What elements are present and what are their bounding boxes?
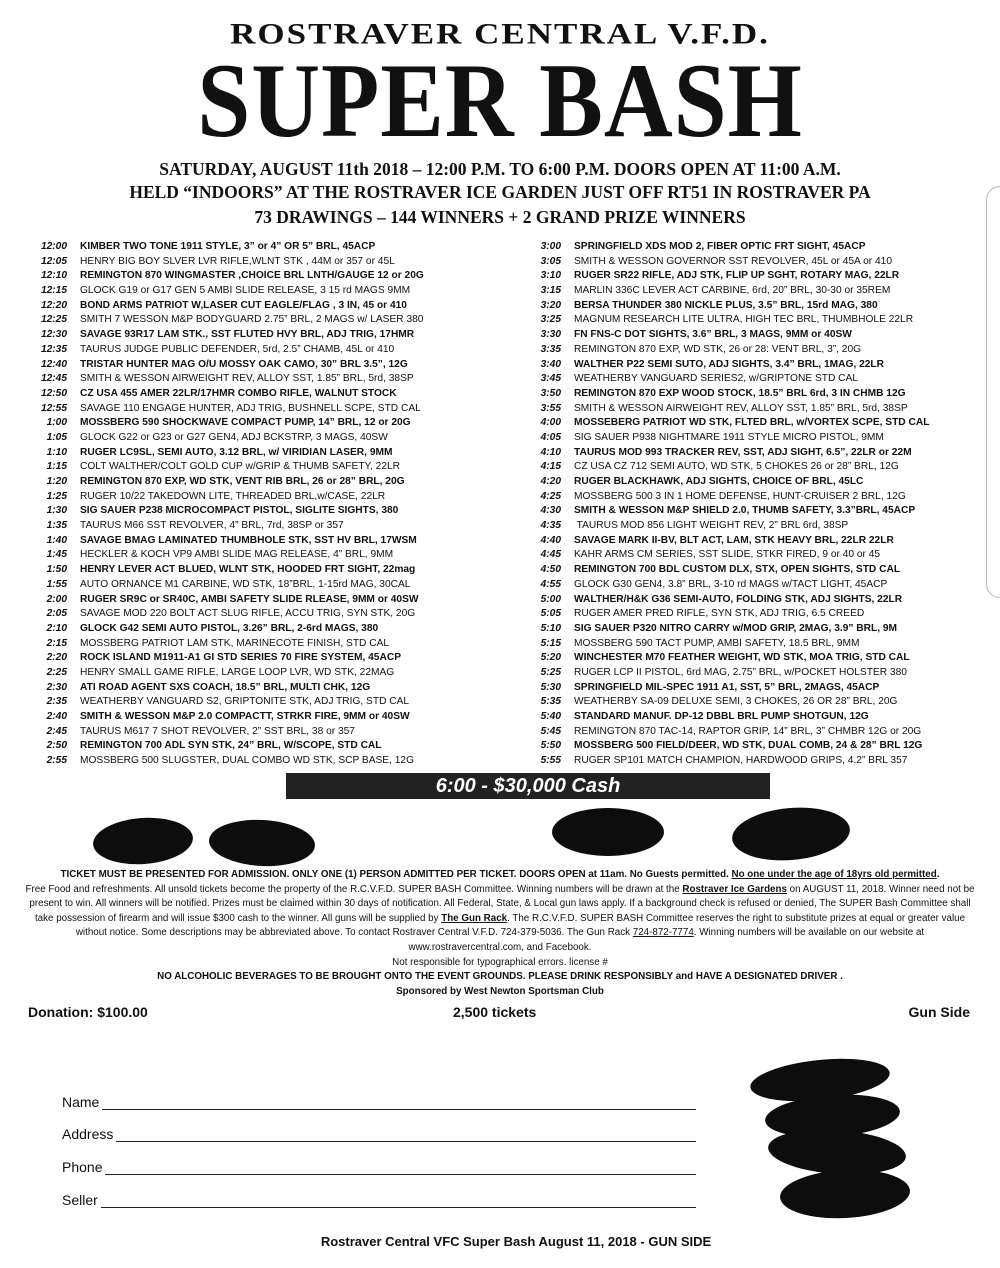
drawing-prize: GLOCK G30 GEN4, 3.8” BRL, 3-10 rd MAGS w/TACT LIGHT, 45ACP bbox=[574, 578, 888, 590]
drawing-time: 1:05 bbox=[46, 431, 67, 443]
drawing-row bbox=[30, 519, 500, 534]
drawing-row bbox=[30, 343, 500, 358]
drawing-prize: CZ USA CZ 712 SEMI AUTO, WD STK, 5 CHOKES 26 or 28” BRL, 12G bbox=[574, 461, 899, 473]
address-field[interactable] bbox=[62, 1126, 696, 1142]
drawing-time: 12:00 bbox=[40, 241, 67, 252]
drawing-time: 12:55 bbox=[40, 402, 67, 414]
drawing-prize: REMINGTON 870 WINGMASTER ,CHOICE BRL LNTH/GAUGE 12 or 20G bbox=[80, 270, 424, 282]
drawing-prize: HENRY BIG BOY SLVER LVR RIFLE,WLNT STK , 44M or 357 or 45L bbox=[80, 255, 395, 267]
drawing-time: 5:10 bbox=[540, 622, 561, 634]
drawing-row bbox=[524, 666, 994, 681]
drawing-row bbox=[30, 651, 500, 666]
drawing-row bbox=[524, 563, 994, 578]
drawing-prize: BOND ARMS PATRIOT W,LASER CUT EAGLE/FLAG , 3 IN, 45 or 410 bbox=[80, 299, 407, 311]
drawing-prize: REMINGTON 870 EXP, WD STK, VENT RIB BRL, 26 or 28” BRL, 20G bbox=[80, 476, 405, 487]
drawing-row bbox=[30, 358, 500, 373]
drawing-prize: TAURUS M617 7 SHOT REVOLVER, 2” SST BRL, 38 or 357 bbox=[80, 725, 355, 737]
drawing-row bbox=[524, 343, 994, 358]
drawing-time: 4:35 bbox=[540, 520, 561, 532]
drawing-prize: MOSSEBERG PATRIOT WD STK, FLTED BRL, w/VORTEX SCPE, STD CAL bbox=[574, 417, 930, 429]
event-date-line: SATURDAY, AUGUST 11th 2018 – 12:00 P.M. TO 6:00 P.M. DOORS OPEN AT 11:00 A.M. bbox=[159, 159, 841, 179]
drawing-row bbox=[30, 431, 500, 446]
seller-line[interactable] bbox=[101, 1193, 696, 1208]
drawing-row bbox=[524, 475, 994, 490]
drawing-row bbox=[524, 255, 994, 270]
drawing-prize: TAURUS M66 SST REVOLVER, 4” BRL, 7rd, 38SP or 357 bbox=[80, 520, 344, 532]
address-label: Address bbox=[62, 1126, 114, 1142]
drawing-prize: MOSSBERG 590 SHOCKWAVE COMPACT PUMP, 14” BRL, 12 or 20G bbox=[80, 417, 411, 429]
drawing-time: 3:45 bbox=[540, 373, 561, 385]
drawing-prize: REMINGTON 870 TAC-14, RAPTOR GRIP, 14” BRL, 3” CHMBR 12G or 20G bbox=[574, 725, 922, 737]
drawing-time: 12:05 bbox=[40, 255, 67, 267]
drawing-time: 4:40 bbox=[540, 534, 561, 546]
drawings-list-right bbox=[524, 240, 994, 769]
drawing-time: 5:30 bbox=[540, 681, 561, 693]
drawing-row bbox=[30, 402, 500, 417]
drawing-prize: RUGER SP101 MATCH CHAMPION, HARDWOOD GRIPS, 4.2” BRL 357 bbox=[574, 755, 908, 767]
redaction-mark bbox=[92, 815, 195, 868]
drawing-time: 5:05 bbox=[540, 608, 561, 620]
drawing-time: 2:00 bbox=[46, 593, 67, 605]
drawing-time: 2:55 bbox=[46, 755, 67, 767]
drawing-prize: HENRY LEVER ACT BLUED, WLNT STK, HOODED FRT SIGHT, 22mag bbox=[80, 564, 416, 576]
drawing-row bbox=[30, 299, 500, 314]
redaction-mark bbox=[552, 808, 664, 856]
drawing-time: 12:20 bbox=[40, 299, 67, 311]
drawing-prize: MARLIN 336C LEVER ACT CARBINE, 6rd, 20” BRL, 30-30 or 35REM bbox=[574, 285, 891, 297]
drawing-row bbox=[524, 460, 994, 475]
drawing-time: 12:10 bbox=[40, 270, 67, 282]
drawing-prize: KIMBER TWO TONE 1911 STYLE, 3” or 4” OR 5” BRL, 45ACP bbox=[80, 241, 376, 252]
drawings-list-left bbox=[30, 240, 500, 769]
drawing-prize: SPRINGFIELD MIL-SPEC 1911 A1, SST, 5” BRL, 2MAGS, 45ACP bbox=[574, 681, 880, 693]
drawing-row bbox=[524, 387, 994, 402]
drawing-prize: KAHR ARMS CM SERIES, SST SLIDE, STKR FIRED, 9 or 40 or 45 bbox=[574, 549, 881, 561]
drawing-row bbox=[30, 548, 500, 563]
drawing-row bbox=[30, 269, 500, 284]
drawing-row bbox=[524, 402, 994, 417]
drawing-time: 12:25 bbox=[40, 314, 67, 326]
drawing-prize: AUTO ORNANCE M1 CARBINE, WD STK, 18”BRL, 1-15rd MAG, 30CAL bbox=[80, 578, 411, 590]
drawing-time: 4:50 bbox=[540, 564, 561, 576]
drawing-time: 5:40 bbox=[540, 711, 561, 722]
drawing-row bbox=[30, 739, 500, 754]
drawing-prize: SMITH & WESSON AIRWEIGHT REV, ALLOY SST, 1.85” BRL, 5rd, 38SP bbox=[80, 373, 414, 385]
drawing-time: 1:55 bbox=[46, 578, 67, 590]
drawing-time: 5:35 bbox=[540, 696, 561, 708]
drawing-row bbox=[524, 637, 994, 652]
drawing-row bbox=[524, 548, 994, 563]
drawing-row bbox=[30, 637, 500, 652]
drawing-time: 12:35 bbox=[40, 343, 67, 355]
page-title: SUPER BASH bbox=[197, 42, 803, 159]
drawing-time: 3:35 bbox=[540, 343, 561, 355]
drawing-time: 2:35 bbox=[46, 696, 67, 708]
drawing-time: 2:20 bbox=[46, 652, 67, 664]
drawing-row bbox=[30, 255, 500, 270]
drawing-row bbox=[524, 607, 994, 622]
name-field[interactable] bbox=[62, 1094, 696, 1110]
drawing-row bbox=[30, 695, 500, 710]
drawing-row bbox=[524, 739, 994, 754]
drawing-prize: REMINGTON 870 EXP, WD STK, 26 or 28: VENT BRL, 3”, 20G bbox=[574, 343, 862, 355]
terms-and-conditions: TICKET MUST BE PRESENTED FOR ADMISSION. ONLY ONE (1) PERSON ADMITTED PER TICKET. DOORS OPEN at 11am. No Guests permitted. No one under the age of 18yrs old permitted. Free Food and refreshments. All unsold tickets become the property of the R.C.V.F.D. SUPER BASH Committee. Winning numbers will be drawn at the Rostraver Ice Gardens on AUGUST 11, 2018. Winner need not be present to win. All winners will be notified. Prizes must be claimed within 30 days of notification. All Federal, State, & Local gun laws apply. If a background check is refused or denied, The SUPER Bash Committee shall take possession of firearm and will issue $300 cash to the winner. All guns will be supplied by The Gun Rack. The R.C.V.F.D. SUPER BASH Committee reserves the right to substitute prizes at equal or greater value without notice. Some descriptions may be abbreviated above. To contact Rostraver Central V.F.D. 724-379-5036. The Gun Rack 724-872-7774. Winning numbers will be available on our website at www.rostravercentral.com, and Facebook. Not responsible for typographical errors. license # NO ALCOHOLIC BEVERAGES TO BE BROUGHT ONTO THE EVENT GROUNDS. PLEASE DRINK RESPONSIBLY and HAVE A DESIGNATED DRIVER . Sponsored by West Newton Sportsman Club bbox=[25, 869, 975, 997]
drawing-prize: SIG SAUER P320 NITRO CARRY w/MOD GRIP, 2MAG, 3.9” BRL, 9M bbox=[574, 622, 898, 634]
phone-line[interactable] bbox=[105, 1160, 696, 1175]
drawing-row bbox=[30, 372, 500, 387]
drawing-time: 3:40 bbox=[540, 358, 561, 370]
drawing-row bbox=[524, 725, 994, 740]
seller-field[interactable] bbox=[62, 1192, 696, 1208]
drawing-prize: SAVAGE 110 ENGAGE HUNTER, ADJ TRIG, BUSHNELL SCPE, STD CAL bbox=[80, 402, 421, 414]
drawing-prize: SMITH & WESSON GOVERNOR SST REVOLVER, 45L or 45A or 410 bbox=[574, 255, 892, 267]
drawing-time: 4:10 bbox=[540, 446, 561, 458]
drawing-prize: SMITH & WESSON AIRWEIGHT REV, ALLOY SST, 1.85” BRL, 5rd, 38SP bbox=[574, 402, 908, 414]
drawing-prize: WEATHERBY SA-09 DELUXE SEMI, 3 CHOKES, 26 OR 28” BRL, 20G bbox=[574, 696, 898, 708]
drawing-prize: REMINGTON 700 BDL CUSTOM DLX, STX, OPEN SIGHTS, STD CAL bbox=[574, 564, 901, 576]
drawing-prize: GLOCK G22 or G23 or G27 GEN4, ADJ BCKSTRP, 3 MAGS, 40SW bbox=[80, 431, 388, 443]
drawing-row bbox=[30, 534, 500, 549]
drawing-row bbox=[30, 240, 500, 255]
donation-amount: Donation: $100.00 bbox=[28, 1004, 148, 1020]
drawing-time: 1:45 bbox=[46, 549, 67, 561]
drawing-time: 1:25 bbox=[46, 490, 67, 502]
drawing-prize: SIG SAUER P938 NIGHTMARE 1911 STYLE MICRO PISTOL, 9MM bbox=[574, 431, 884, 443]
drawing-time: 4:30 bbox=[540, 505, 561, 517]
drawing-time: 2:15 bbox=[46, 637, 67, 649]
drawing-prize: REMINGTON 700 ADL SYN STK, 24” BRL, W/SCOPE, STD CAL bbox=[80, 740, 382, 752]
phone-field[interactable] bbox=[62, 1159, 696, 1175]
drawing-row bbox=[30, 563, 500, 578]
drawing-time: 12:15 bbox=[40, 285, 67, 297]
drawing-prize: HENRY SMALL GAME RIFLE, LARGE LOOP LVR, WD STK, 22MAG bbox=[80, 666, 395, 678]
drawing-time: 5:45 bbox=[540, 725, 561, 737]
drawing-row bbox=[524, 622, 994, 637]
grand-prize-banner: 6:00 - $30,000 Cash bbox=[286, 773, 770, 799]
drawing-row bbox=[30, 754, 500, 769]
drawing-row bbox=[30, 460, 500, 475]
drawing-prize: WEATHERBY VANGUARD SERIES2, w/GRIPTONE STD CAL bbox=[574, 373, 858, 385]
drawing-prize: SAVAGE BMAG LAMINATED THUMBHOLE STK, SST HV BRL, 17WSM bbox=[80, 534, 417, 546]
drawing-prize: RUGER SR22 RIFLE, ADJ STK, FLIP UP SGHT, ROTARY MAG, 22LR bbox=[574, 270, 900, 282]
drawing-time: 5:55 bbox=[540, 755, 561, 767]
drawing-row bbox=[524, 313, 994, 328]
redaction-mark bbox=[779, 1167, 911, 1222]
drawing-prize: RUGER BLACKHAWK, ADJ SIGHTS, CHOICE OF BRL, 45LC bbox=[574, 476, 864, 487]
drawing-prize: SAVAGE MOD 220 BOLT ACT SLUG RIFLE, ACCU TRIG, SYN STK, 20G bbox=[80, 608, 416, 620]
drawing-time: 4:55 bbox=[540, 578, 561, 590]
drawing-time: 4:20 bbox=[540, 476, 561, 487]
drawing-time: 3:00 bbox=[540, 241, 561, 252]
scroll-handle[interactable] bbox=[986, 186, 1000, 598]
drawing-prize: STANDARD MANUF. DP-12 DBBL BRL PUMP SHOTGUN, 12G bbox=[574, 711, 869, 722]
drawing-row bbox=[524, 372, 994, 387]
drawing-prize: SMITH 7 WESSON M&P BODYGUARD 2.75” BRL, 2 MAGS w/ LASER 380 bbox=[80, 314, 424, 326]
drawing-time: 4:45 bbox=[540, 549, 561, 561]
drawing-row bbox=[524, 328, 994, 343]
drawing-time: 1:10 bbox=[46, 446, 67, 458]
drawing-row bbox=[30, 681, 500, 696]
drawing-time: 5:15 bbox=[540, 637, 561, 649]
drawing-prize: RUGER AMER PRED RIFLE, SYN STK, ADJ TRIG, 6.5 CREED bbox=[574, 608, 865, 620]
drawing-row bbox=[30, 446, 500, 461]
drawing-prize: GLOCK G42 SEMI AUTO PISTOL, 3.26” BRL, 2-6rd MAGS, 380 bbox=[80, 622, 379, 634]
drawings-summary-line: 73 DRAWINGS – 144 WINNERS + 2 GRAND PRIZE WINNERS bbox=[254, 207, 746, 227]
drawing-prize: MOSSBERG 500 FIELD/DEER, WD STK, DUAL COMB, 24 & 28” BRL 12G bbox=[574, 740, 923, 752]
drawing-prize: GLOCK G19 or G17 GEN 5 AMBI SLIDE RELEASE, 3 15 rd MAGS 9MM bbox=[80, 285, 411, 297]
drawing-row bbox=[524, 578, 994, 593]
drawing-row bbox=[524, 240, 994, 255]
drawing-time: 5:25 bbox=[540, 666, 561, 678]
drawing-prize: ROCK ISLAND M1911-A1 GI STD SERIES 70 FIRE SYSTEM, 45ACP bbox=[80, 652, 401, 664]
drawing-row bbox=[30, 416, 500, 431]
drawing-prize: CZ USA 455 AMER 22LR/17HMR COMBO RIFLE, WALNUT STOCK bbox=[80, 387, 397, 399]
drawing-time: 2:50 bbox=[46, 740, 67, 752]
seller-label: Seller bbox=[62, 1192, 98, 1208]
drawing-row bbox=[30, 504, 500, 519]
drawing-time: 5:20 bbox=[540, 652, 561, 664]
drawing-time: 12:50 bbox=[40, 387, 67, 399]
address-line[interactable] bbox=[116, 1127, 696, 1142]
drawing-row bbox=[524, 284, 994, 299]
drawing-row bbox=[524, 681, 994, 696]
ticket-count: 2,500 tickets bbox=[453, 1004, 537, 1020]
drawing-time: 1:35 bbox=[46, 520, 67, 532]
drawing-row bbox=[524, 651, 994, 666]
drawing-row bbox=[524, 446, 994, 461]
drawing-time: 2:25 bbox=[46, 666, 67, 678]
drawing-prize: SMITH & WESSON M&P 2.0 COMPACTT, STRKR FIRE, 9MM or 40SW bbox=[80, 711, 410, 722]
drawing-prize: TAURUS MOD 856 LIGHT WEIGHT REV, 2” BRL 6rd, 38SP bbox=[574, 520, 849, 532]
phone-label: Phone bbox=[62, 1159, 103, 1175]
name-label: Name bbox=[62, 1094, 100, 1110]
drawing-prize: MOSSBERG 590 TACT PUMP, AMBI SAFETY, 18.5 BRL, 9MM bbox=[574, 637, 860, 649]
drawing-row bbox=[30, 710, 500, 725]
drawing-row bbox=[30, 607, 500, 622]
drawing-row bbox=[524, 416, 994, 431]
drawing-prize: WALTHER P22 SEMI SUTO, ADJ SIGHTS, 3.4” BRL, 1MAG, 22LR bbox=[574, 358, 885, 370]
drawing-prize: MOSSBERG PATRIOT LAM STK, MARINECOTE FINISH, STD CAL bbox=[80, 637, 390, 649]
drawing-row bbox=[524, 299, 994, 314]
drawing-row bbox=[524, 490, 994, 505]
drawing-row bbox=[30, 328, 500, 343]
drawing-row bbox=[524, 519, 994, 534]
drawing-prize: MOSSBERG 500 SLUGSTER, DUAL COMBO WD STK, SCP BASE, 12G bbox=[80, 755, 415, 767]
drawing-prize: SAVAGE 93R17 LAM STK., SST FLUTED HVY BRL, ADJ TRIG, 17HMR bbox=[80, 329, 415, 341]
drawing-time: 12:45 bbox=[40, 373, 67, 385]
drawing-time: 2:05 bbox=[46, 608, 67, 620]
drawing-row bbox=[524, 504, 994, 519]
drawing-time: 2:40 bbox=[46, 711, 67, 722]
drawing-row bbox=[524, 710, 994, 725]
drawing-row bbox=[524, 431, 994, 446]
ticket-footer: Rostraver Central VFC Super Bash August 11, 2018 - GUN SIDE bbox=[320, 1234, 712, 1249]
drawing-prize: RUGER 10/22 TAKEDOWN LITE, THREADED BRL,w/CASE, 22LR bbox=[80, 490, 386, 502]
name-line[interactable] bbox=[102, 1095, 696, 1110]
drawing-time: 1:40 bbox=[46, 534, 67, 546]
drawing-prize: MOSSBERG 500 3 IN 1 HOME DEFENSE, HUNT-CRUISER 2 BRL, 12G bbox=[574, 490, 906, 502]
drawing-prize: FN FNS-C DOT SIGHTS, 3.6” BRL, 3 MAGS, 9MM or 40SW bbox=[574, 329, 852, 341]
drawing-time: 4:15 bbox=[540, 461, 561, 473]
drawing-row bbox=[30, 313, 500, 328]
drawing-time: 12:40 bbox=[40, 358, 67, 370]
drawing-row bbox=[30, 666, 500, 681]
drawing-prize: TAURUS MOD 993 TRACKER REV, SST, ADJ SIGHT, 6.5”, 22LR or 22M bbox=[574, 446, 912, 458]
event-location-line: HELD “INDOORS” AT THE ROSTRAVER ICE GARDEN JUST OFF RT51 IN ROSTRAVER PA bbox=[129, 182, 871, 202]
drawing-prize: COLT WALTHER/COLT GOLD CUP w/GRIP & THUMB SAFETY, 22LR bbox=[80, 461, 401, 473]
drawing-row bbox=[30, 284, 500, 299]
drawing-time: 3:20 bbox=[540, 299, 561, 311]
drawing-time: 12:30 bbox=[40, 329, 67, 341]
drawing-row bbox=[30, 593, 500, 608]
ticket-side-label: Gun Side bbox=[908, 1004, 970, 1020]
drawing-row bbox=[30, 475, 500, 490]
drawing-time: 4:25 bbox=[540, 490, 561, 502]
drawing-prize: WINCHESTER M70 FEATHER WEIGHT, WD STK, MOA TRIG, STD CAL bbox=[574, 652, 910, 664]
drawing-prize: WALTHER/H&K G36 SEMI-AUTO, FOLDING STK, ADJ SIGHTS, 22LR bbox=[574, 593, 903, 605]
drawing-prize: HECKLER & KOCH VP9 AMBI SLIDE MAG RELEASE, 4” BRL, 9MM bbox=[80, 549, 394, 561]
drawing-time: 5:50 bbox=[540, 740, 561, 752]
drawing-row bbox=[524, 358, 994, 373]
drawing-row bbox=[524, 534, 994, 549]
drawing-row bbox=[524, 754, 994, 769]
drawing-row bbox=[30, 490, 500, 505]
drawing-time: 4:00 bbox=[540, 417, 561, 429]
drawing-prize: ATI ROAD AGENT SXS COACH, 18.5” BRL, MULTI CHK, 12G bbox=[80, 681, 371, 693]
drawing-prize: SMITH & WESSON M&P SHIELD 2.0, THUMB SAFETY, 3.3”BRL, 45ACP bbox=[574, 505, 916, 517]
drawing-time: 5:00 bbox=[540, 593, 561, 605]
drawing-prize: WEATHERBY VANGUARD S2, GRIPTONITE STK, ADJ TRIG, STD CAL bbox=[80, 696, 410, 708]
drawing-prize: MAGNUM RESEARCH LITE ULTRA, HIGH TEC BRL, THUMBHOLE 22LR bbox=[574, 314, 914, 326]
drawing-time: 3:50 bbox=[540, 387, 561, 399]
drawing-time: 1:15 bbox=[46, 461, 67, 473]
drawing-prize: RUGER SR9C or SR40C, AMBI SAFETY SLIDE RLEASE, 9MM or 40SW bbox=[80, 593, 419, 605]
drawing-time: 3:55 bbox=[540, 402, 561, 414]
drawing-row bbox=[30, 387, 500, 402]
drawing-prize: RUGER LCP II PISTOL, 6rd MAG, 2.75” BRL, w/POCKET HOLSTER 380 bbox=[574, 666, 907, 678]
drawing-time: 2:30 bbox=[46, 681, 67, 693]
drawing-time: 1:20 bbox=[46, 476, 67, 487]
drawing-prize: SAVAGE MARK II-BV, BLT ACT, LAM, STK HEAVY BRL, 22LR 22LR bbox=[574, 534, 894, 546]
redaction-mark bbox=[208, 817, 316, 868]
drawing-prize: BERSA THUNDER 380 NICKLE PLUS, 3.5” BRL, 15rd MAG, 380 bbox=[574, 299, 878, 311]
drawing-time: 1:30 bbox=[46, 505, 67, 517]
drawing-time: 3:05 bbox=[540, 255, 561, 267]
drawing-time: 3:25 bbox=[540, 314, 561, 326]
drawing-time: 3:15 bbox=[540, 285, 561, 297]
drawing-time: 3:10 bbox=[540, 270, 561, 282]
drawing-prize: RUGER LC9SL, SEMI AUTO, 3.12 BRL, w/ VIRIDIAN LASER, 9MM bbox=[80, 446, 393, 458]
drawing-row bbox=[524, 695, 994, 710]
drawing-row bbox=[524, 269, 994, 284]
drawing-row bbox=[30, 622, 500, 637]
drawing-time: 3:30 bbox=[540, 329, 561, 341]
drawing-row bbox=[30, 578, 500, 593]
drawing-prize: TAURUS JUDGE PUBLIC DEFENDER, 5rd, 2.5” CHAMB, 45L or 410 bbox=[80, 343, 395, 355]
drawing-row bbox=[30, 725, 500, 740]
drawing-prize: SIG SAUER P238 MICROCOMPACT PISTOL, SIGLITE SIGHTS, 380 bbox=[80, 505, 399, 517]
drawing-time: 2:10 bbox=[46, 622, 67, 634]
drawing-time: 1:00 bbox=[46, 417, 67, 429]
redaction-mark bbox=[730, 803, 852, 865]
drawing-prize: REMINGTON 870 EXP WOOD STOCK, 18.5” BRL 6rd, 3 IN CHMB 12G bbox=[574, 387, 906, 399]
drawing-time: 2:45 bbox=[46, 725, 67, 737]
drawing-time: 1:50 bbox=[46, 564, 67, 576]
drawing-row bbox=[524, 593, 994, 608]
drawing-prize: TRISTAR HUNTER MAG O/U MOSSY OAK CAMO, 30” BRL 3.5”, 12G bbox=[80, 358, 408, 370]
drawing-time: 4:05 bbox=[540, 431, 561, 443]
drawing-prize: SPRINGFIELD XDS MOD 2, FIBER OPTIC FRT SIGHT, 45ACP bbox=[574, 241, 866, 252]
organization-name: ROSTRAVER CENTRAL V.F.D. bbox=[230, 17, 770, 51]
